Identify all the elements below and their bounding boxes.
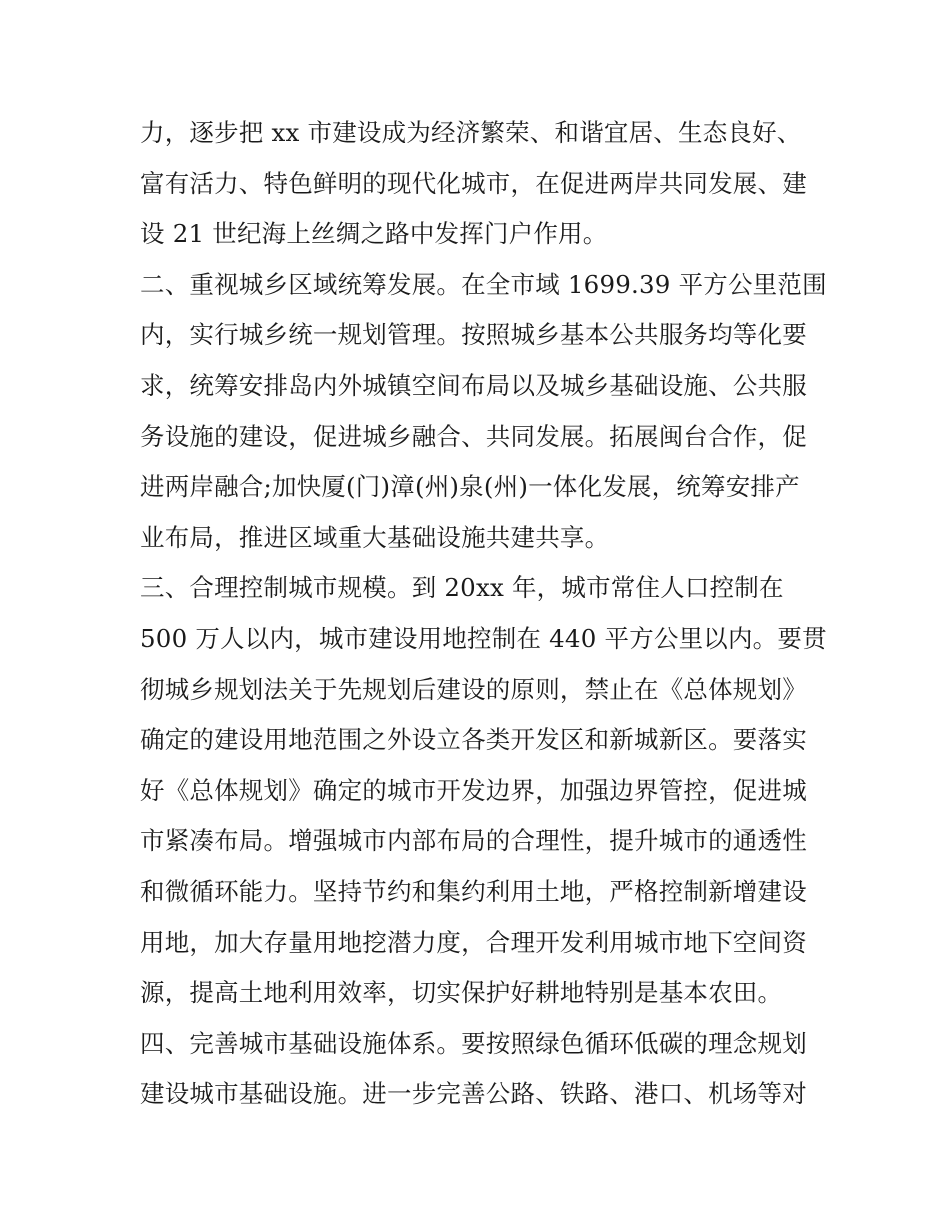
text-line: 确定的建设用地范围之外设立各类开发区和新城新区。要落实 bbox=[140, 725, 807, 755]
text-line: 业布局，推进区域重大基础设施共建共享。 bbox=[140, 522, 610, 552]
section-two-heading-line: 二、重视城乡区域统筹发展。在全市域 1699.39 平方公里范围 bbox=[140, 269, 827, 299]
text-line: 彻城乡规划法关于先规划后建设的原则，禁止在《总体规划》 bbox=[140, 674, 807, 704]
text-line: 市紧凑布局。增强城市内部布局的合理性，提升城市的通透性 bbox=[140, 826, 807, 856]
text-line: 求，统筹安排岛内外城镇空间布局以及城乡基础设施、公共服 bbox=[140, 370, 807, 400]
section-three-heading-line: 三、合理控制城市规模。到 20xx 年，城市常住人口控制在 bbox=[140, 573, 784, 603]
text-line: 务设施的建设，促进城乡融合、共同发展。拓展闽台合作，促 bbox=[140, 421, 807, 451]
text-line: 500 万人以内，城市建设用地控制在 440 平方公里以内。要贯 bbox=[140, 623, 827, 653]
text-line: 内，实行城乡统一规划管理。按照城乡基本公共服务均等化要 bbox=[140, 320, 807, 350]
text-line: 力，逐步把 xx 市建设成为经济繁荣、和谐宜居、生态良好、 bbox=[140, 118, 802, 147]
text-line: 好《总体规划》确定的城市开发边界，加强边界管控，促进城 bbox=[140, 775, 807, 805]
text-line: 设 21 世纪海上丝绸之路中发挥门户作用。 bbox=[140, 219, 608, 249]
text-line: 源，提高土地利用效率，切实保护好耕地特别是基本农田。 bbox=[140, 978, 783, 1008]
text-line: 和微循环能力。坚持节约和集约利用土地，严格控制新增建设 bbox=[140, 876, 807, 906]
text-line: 建设城市基础设施。进一步完善公路、铁路、港口、机场等对 bbox=[140, 1079, 807, 1109]
section-four-heading-line: 四、完善城市基础设施体系。要按照绿色循环低碳的理念规划 bbox=[140, 1028, 807, 1058]
body-text bbox=[140, 108, 827, 1120]
text-line: 富有活力、特色鲜明的现代化城市，在促进两岸共同发展、建 bbox=[140, 168, 807, 198]
text-line: 用地，加大存量用地挖潜力度，合理开发利用城市地下空间资 bbox=[140, 927, 807, 957]
text-line: 进两岸融合;加快厦(门)漳(州)泉(州)一体化发展，统筹安排产 bbox=[140, 472, 800, 502]
